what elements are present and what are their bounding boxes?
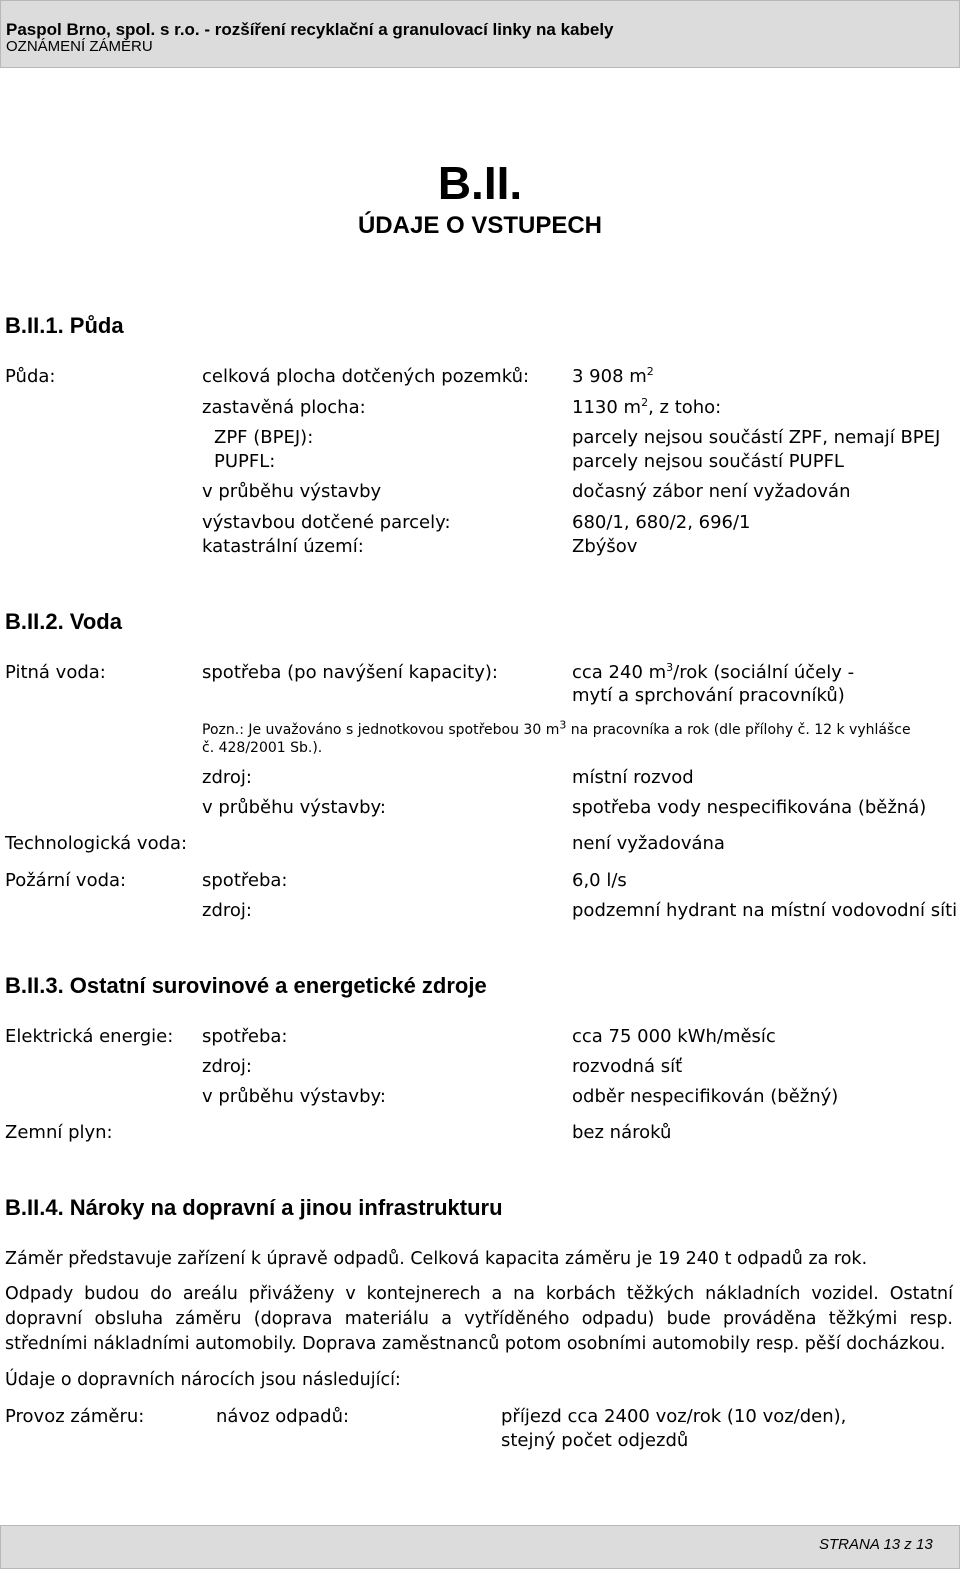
voda-note-cont: č. 428/2001 Sb.). [202, 740, 323, 756]
pitna-spotreba-label: spotřeba (po navýšení kapacity): [202, 662, 498, 683]
section-heading-voda: B.II.2. Voda [5, 609, 122, 634]
puda-cadastral-label: katastrální území: [202, 536, 364, 557]
puda-construction-label: v průběhu výstavby [202, 481, 382, 502]
puda-built-label: zastavěná plocha: [202, 397, 366, 418]
section-heading-zdroje: B.II.3. Ostatní surovinové a energetické zdroje [5, 973, 487, 998]
puda-built-value: 1130 $m^2$, z toho: [572, 396, 722, 418]
puda-pupfl-label: PUPFL: [214, 451, 276, 472]
puda-zpf-value: parcely nejsou součástí ZPF, nemají BPEJ [572, 427, 941, 448]
el-zdroj-label: zdroj: [202, 1056, 252, 1077]
puda-parcels-label: výstavbou dotčené parcely: [202, 512, 451, 533]
voda-note: Pozn.: Je uvažováno s jednotkovou spotřebou 30 $m^3$ na pracovníka a rok (dle přílohy č. 12 k vyhlášce [202, 718, 911, 738]
section-heading-puda: B.II.1. Půda [5, 313, 124, 338]
pitna-spotreba-value: cca 240 $m^3$/rok (sociální účely - [572, 661, 855, 683]
el-spotreba-label: spotřeba: [202, 1026, 288, 1047]
puda-construction-value: dočasný zábor není vyžadován [572, 481, 851, 502]
navoz-label: návoz odpadů: [216, 1406, 350, 1427]
document-footer [0, 1525, 960, 1569]
header-subtitle: OZNÁMENÍ ZÁMĚRU [6, 38, 153, 55]
infrastruktura-paragraph-1: Záměr představuje zařízení k úpravě odpadů. Celková kapacita záměru je 19 240 t odpadů za rok. [5, 1249, 868, 1269]
pitna-voda-label: Pitná voda: [5, 662, 106, 683]
pozarni-zdroj-label: zdroj: [202, 900, 252, 921]
provoz-label: Provoz záměru: [5, 1406, 145, 1427]
navoz-value: příjezd cca 2400 voz/rok (10 voz/den), [501, 1406, 847, 1427]
puda-zpf-label: ZPF (BPEJ): [214, 427, 314, 448]
infrastruktura-paragraph-3: Údaje o dopravních nárocích jsou následující: [5, 1370, 401, 1390]
pozarni-spotreba-label: spotřeba: [202, 870, 288, 891]
section-heading-infrastruktura: B.II.4. Nároky na dopravní a jinou infrastrukturu [5, 1195, 503, 1220]
puda-parcels-value: 680/1, 680/2, 696/1 [572, 512, 751, 533]
technologicka-voda-value: není vyžadována [572, 833, 725, 854]
pitna-vystavba-value: spotřeba vody nespecifikována (běžná) [572, 797, 927, 818]
infrastruktura-paragraph-2: Odpady budou do areálu přiváženy v kontejnerech a na korbách těžkých nákladních vozidel. Ostatní dopravní obsluha záměru (doprava materiálu a vytříděného odpadu) bude prováděna těžkými resp. středními nákladními automobily. Doprava zaměstnanců potom osobními automobily resp. pěší docházkou. [5, 1284, 953, 1354]
navoz-value-cont: stejný počet odjezdů [501, 1430, 689, 1451]
puda-total-label: celková plocha dotčených pozemků: [202, 366, 530, 387]
zemni-plyn-label: Zemní plyn: [5, 1122, 113, 1143]
puda-pupfl-value: parcely nejsou součástí PUPFL [572, 451, 844, 472]
header-title: Paspol Brno, spol. s r.o. - rozšíření recyklační a granulovací linky na kabely [6, 20, 614, 39]
el-spotreba-value: cca 75 000 kWh/měsíc [572, 1026, 776, 1047]
el-zdroj-value: rozvodná síť [572, 1056, 683, 1077]
page-number: STRANA 13 z 13 [819, 1536, 933, 1553]
puda-label: Půda: [5, 366, 56, 387]
pitna-zdroj-label: zdroj: [202, 767, 252, 788]
pitna-vystavba-label: v průběhu výstavby: [202, 797, 386, 818]
puda-cadastral-value: Zbýšov [572, 536, 638, 557]
pozarni-zdroj-value: podzemní hydrant na místní vodovodní síti [572, 900, 958, 921]
pitna-spotreba-value-cont: mytí a sprchování pracovníků) [572, 685, 845, 706]
chapter-code: B.II. [437, 157, 523, 209]
zemni-plyn-value: bez nároků [572, 1122, 672, 1143]
el-vystavba-value: odběr nespecifikován (běžný) [572, 1086, 839, 1107]
elektricka-energie-label: Elektrická energie: [5, 1026, 174, 1047]
el-vystavba-label: v průběhu výstavby: [202, 1086, 386, 1107]
pitna-zdroj-value: místní rozvod [572, 767, 694, 788]
puda-total-value: 3 908 $m^2$ [572, 365, 654, 387]
pozarni-spotreba-value: 6,0 l/s [572, 870, 627, 891]
pozarni-voda-label: Požární voda: [5, 870, 127, 891]
technologicka-voda-label: Technologická voda: [5, 833, 188, 854]
chapter-title: ÚDAJE O VSTUPECH [357, 212, 603, 239]
